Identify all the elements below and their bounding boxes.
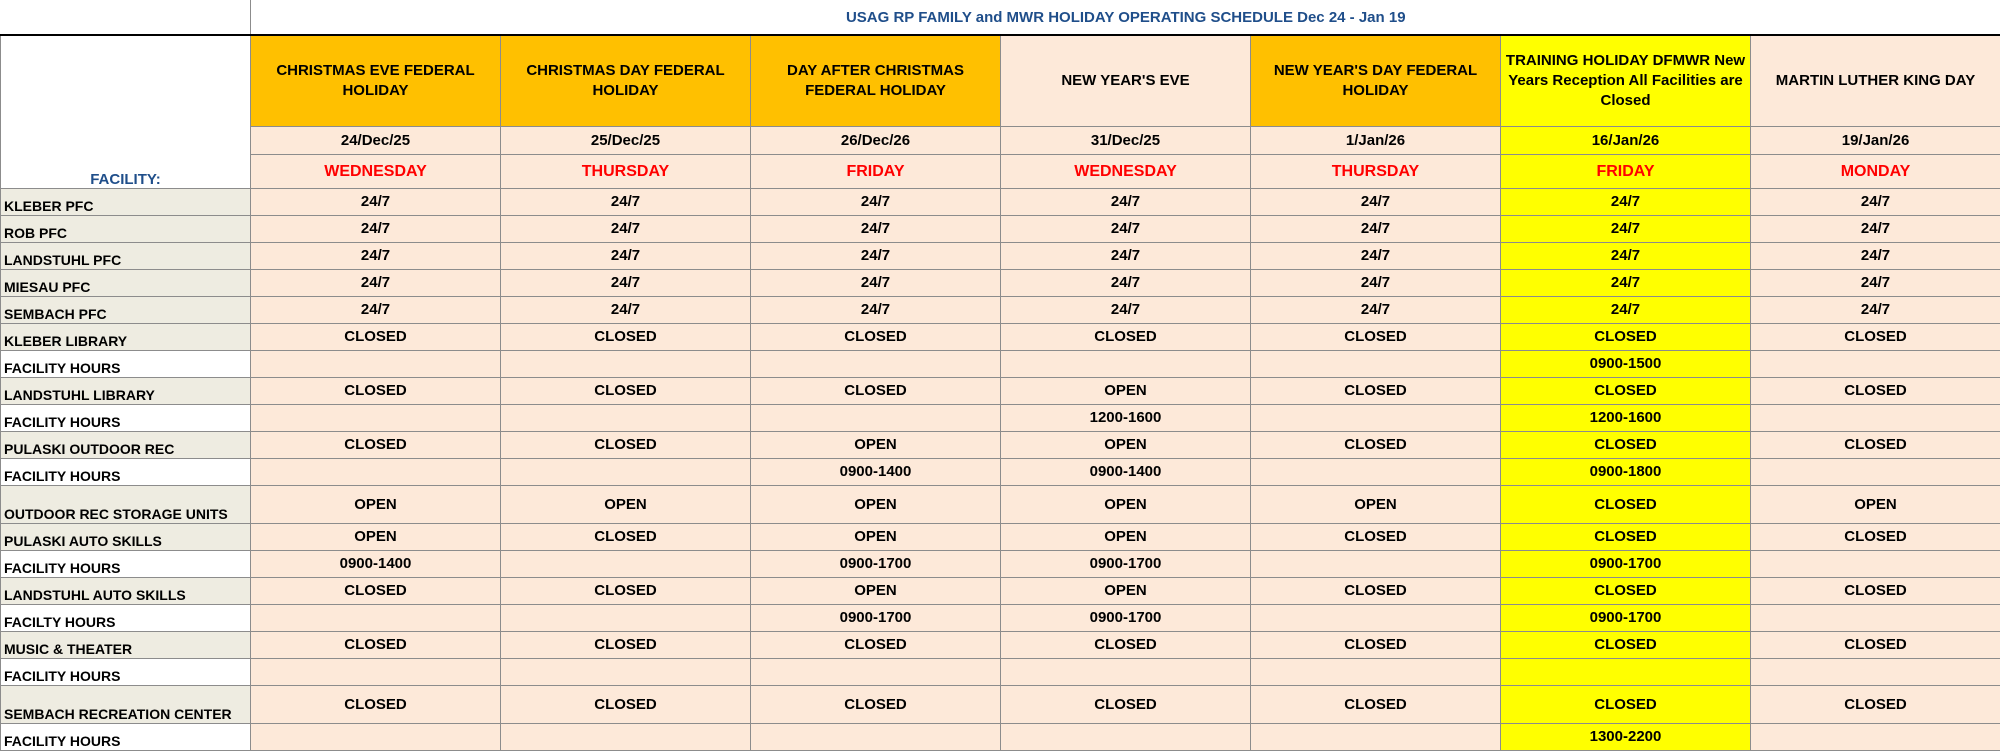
facility-label: KLEBER LIBRARY [1,323,251,350]
schedule-cell [1501,658,1751,685]
schedule-cell: 24/7 [1751,215,2000,242]
schedule-cell [251,404,501,431]
table-row [1,350,2000,377]
facility-label: PULASKI AUTO SKILLS [1,523,251,550]
facility-label: LANDSTUHL AUTO SKILLS [1,577,251,604]
schedule-cell: 1300-2200 [1501,723,1751,750]
schedule-cell: CLOSED [501,523,751,550]
schedule-cell: 24/7 [501,269,751,296]
schedule-cell: CLOSED [1751,631,2000,658]
schedule-title: USAG RP FAMILY and MWR HOLIDAY OPERATING SCHEDULE Dec 24 - Jan 19 [251,0,2000,35]
schedule-cell: 24/7 [501,215,751,242]
schedule-cell: CLOSED [1751,523,2000,550]
schedule-cell: 24/7 [251,269,501,296]
schedule-cell: 24/7 [1001,242,1251,269]
schedule-cell [501,458,751,485]
schedule-cell: 24/7 [251,188,501,215]
schedule-cell [751,404,1001,431]
schedule-cell: CLOSED [1251,323,1501,350]
schedule-cell: OPEN [1001,577,1251,604]
facility-label: FACILITY HOURS [1,723,251,750]
facility-label: LANDSTUHL PFC [1,242,251,269]
schedule-cell: CLOSED [1251,685,1501,723]
schedule-cell [251,723,501,750]
schedule-cell [751,350,1001,377]
schedule-cell [1251,458,1501,485]
schedule-cell: OPEN [1001,431,1251,458]
schedule-cell [251,658,501,685]
schedule-cell: CLOSED [1251,377,1501,404]
schedule-cell: CLOSED [1251,631,1501,658]
column-header-6: TRAINING HOLIDAY DFMWR New Years Reception All Facilities are Closed [1501,35,1751,126]
table-row [1,631,2000,658]
schedule-cell [1251,658,1501,685]
table-row [1,658,2000,685]
schedule-cell: 0900-1700 [1501,550,1751,577]
facility-label: FACILITY HOURS [1,404,251,431]
schedule-cell: 0900-1700 [1001,550,1251,577]
table-row [1,577,2000,604]
table-row [1,269,2000,296]
table-row [1,523,2000,550]
schedule-cell: CLOSED [501,377,751,404]
schedule-cell [251,458,501,485]
table-row [1,685,2000,723]
schedule-cell: CLOSED [251,377,501,404]
table-row [1,723,2000,750]
schedule-cell: OPEN [1001,523,1251,550]
facility-label: SEMBACH RECREATION CENTER [1,685,251,723]
schedule-cell [501,604,751,631]
facility-label: FACILTY HOURS [1,604,251,631]
schedule-cell: CLOSED [1501,431,1751,458]
column-date-5: 1/Jan/26 [1251,126,1501,154]
table-row [1,458,2000,485]
column-header-1: CHRISTMAS EVE FEDERAL HOLIDAY [251,35,501,126]
schedule-cell: 0900-1500 [1501,350,1751,377]
schedule-cell: 24/7 [751,296,1001,323]
schedule-cell: 0900-1700 [751,604,1001,631]
schedule-cell: CLOSED [1751,431,2000,458]
schedule-cell: 0900-1700 [1001,604,1251,631]
table-row [1,404,2000,431]
schedule-cell: OPEN [751,431,1001,458]
schedule-cell [1751,350,2000,377]
schedule-cell: 24/7 [1251,296,1501,323]
column-header-5: NEW YEAR'S DAY FEDERAL HOLIDAY [1251,35,1501,126]
facility-label: FACILITY HOURS [1,350,251,377]
schedule-cell [1001,658,1251,685]
column-date-4: 31/Dec/25 [1001,126,1251,154]
facility-label: FACILITY HOURS [1,550,251,577]
column-header-2: CHRISTMAS DAY FEDERAL HOLIDAY [501,35,751,126]
schedule-cell: 0900-1400 [251,550,501,577]
corner-cell [1,0,251,35]
table-row [1,242,2000,269]
table-row [1,550,2000,577]
schedule-cell: OPEN [1001,485,1251,523]
table-row [1,485,2000,523]
schedule-cell: 24/7 [751,242,1001,269]
schedule-cell: CLOSED [1501,377,1751,404]
schedule-cell [1751,658,2000,685]
schedule-cell [751,723,1001,750]
column-day-5: THURSDAY [1251,154,1501,188]
schedule-cell: OPEN [751,523,1001,550]
schedule-cell [1251,723,1501,750]
schedule-cell: 24/7 [751,269,1001,296]
column-header-3: DAY AFTER CHRISTMAS FEDERAL HOLIDAY [751,35,1001,126]
schedule-cell: 24/7 [1001,215,1251,242]
facility-column-header: FACILITY: [1,35,251,188]
column-date-2: 25/Dec/25 [501,126,751,154]
facility-label: MUSIC & THEATER [1,631,251,658]
table-row [1,323,2000,350]
schedule-cell: 24/7 [1251,242,1501,269]
schedule-cell: CLOSED [1501,577,1751,604]
schedule-cell: 24/7 [1751,188,2000,215]
schedule-cell: OPEN [751,485,1001,523]
schedule-cell [1751,458,2000,485]
schedule-cell [1251,404,1501,431]
schedule-cell: 0900-1700 [1501,604,1751,631]
schedule-cell [251,350,501,377]
schedule-cell: 24/7 [501,296,751,323]
facility-label: PULASKI OUTDOOR REC [1,431,251,458]
column-date-3: 26/Dec/26 [751,126,1001,154]
facility-label: SEMBACH PFC [1,296,251,323]
schedule-cell [501,658,751,685]
schedule-cell: 1200-1600 [1001,404,1251,431]
schedule-cell: 24/7 [251,242,501,269]
facility-label: FACILITY HOURS [1,458,251,485]
schedule-cell: OPEN [1751,485,2000,523]
schedule-cell [501,350,751,377]
column-date-6: 16/Jan/26 [1501,126,1751,154]
table-row [1,604,2000,631]
schedule-cell: CLOSED [1001,631,1251,658]
schedule-cell: OPEN [1001,377,1251,404]
schedule-cell: CLOSED [1751,323,2000,350]
facility-label: OUTDOOR REC STORAGE UNITS [1,485,251,523]
schedule-cell: 24/7 [751,215,1001,242]
schedule-cell [1251,550,1501,577]
schedule-cell: CLOSED [501,323,751,350]
schedule-cell: CLOSED [501,685,751,723]
column-header-4: NEW YEAR'S EVE [1001,35,1251,126]
schedule-cell: 24/7 [1751,269,2000,296]
column-header-7: MARTIN LUTHER KING DAY [1751,35,2000,126]
schedule-cell: OPEN [751,577,1001,604]
facility-label: MIESAU PFC [1,269,251,296]
schedule-cell: CLOSED [1751,577,2000,604]
table-row [1,296,2000,323]
schedule-cell: CLOSED [1251,577,1501,604]
schedule-cell [1751,404,2000,431]
schedule-cell: CLOSED [1251,523,1501,550]
schedule-cell: 24/7 [1501,188,1751,215]
schedule-cell: 24/7 [1251,215,1501,242]
schedule-cell: 0900-1700 [751,550,1001,577]
table-row [1,431,2000,458]
schedule-cell: 24/7 [1751,242,2000,269]
schedule-cell [1001,350,1251,377]
schedule-cell: 0900-1800 [1501,458,1751,485]
schedule-cell: OPEN [501,485,751,523]
column-day-2: THURSDAY [501,154,751,188]
schedule-cell [1751,550,2000,577]
schedule-cell: 24/7 [1501,242,1751,269]
schedule-cell [251,604,501,631]
schedule-cell: CLOSED [501,431,751,458]
schedule-cell [1251,350,1501,377]
schedule-cell [1751,723,2000,750]
facility-label: ROB PFC [1,215,251,242]
schedule-cell [1001,723,1251,750]
schedule-cell: 24/7 [1251,269,1501,296]
schedule-cell: CLOSED [1501,323,1751,350]
facility-label: KLEBER PFC [1,188,251,215]
schedule-cell: CLOSED [751,377,1001,404]
schedule-cell [1751,604,2000,631]
schedule-cell: CLOSED [251,631,501,658]
schedule-cell: CLOSED [1501,631,1751,658]
schedule-cell: 24/7 [1501,296,1751,323]
schedule-cell: 24/7 [1501,215,1751,242]
schedule-cell: CLOSED [1751,377,2000,404]
schedule-cell: 24/7 [1251,188,1501,215]
schedule-cell: CLOSED [251,577,501,604]
schedule-cell: 0900-1400 [1001,458,1251,485]
facility-label: LANDSTUHL LIBRARY [1,377,251,404]
table-row [1,377,2000,404]
schedule-cell: CLOSED [751,323,1001,350]
column-day-3: FRIDAY [751,154,1001,188]
schedule-cell: 24/7 [501,242,751,269]
schedule-cell: 24/7 [1751,296,2000,323]
table-row [1,188,2000,215]
schedule-cell: OPEN [251,485,501,523]
schedule-cell: CLOSED [1501,685,1751,723]
column-day-1: WEDNESDAY [251,154,501,188]
schedule-cell [501,550,751,577]
schedule-cell: CLOSED [1001,685,1251,723]
schedule-cell: 24/7 [751,188,1001,215]
facility-label: FACILITY HOURS [1,658,251,685]
schedule-cell: CLOSED [1251,431,1501,458]
column-date-1: 24/Dec/25 [251,126,501,154]
schedule-cell [501,404,751,431]
schedule-cell: CLOSED [251,323,501,350]
schedule-cell [751,658,1001,685]
schedule-cell [501,723,751,750]
column-day-7: MONDAY [1751,154,2000,188]
schedule-cell: CLOSED [751,685,1001,723]
schedule-cell: CLOSED [251,685,501,723]
schedule-cell: CLOSED [251,431,501,458]
schedule-cell: CLOSED [751,631,1001,658]
schedule-cell: CLOSED [501,577,751,604]
column-date-7: 19/Jan/26 [1751,126,2000,154]
schedule-cell: 24/7 [1001,296,1251,323]
column-day-6: FRIDAY [1501,154,1751,188]
schedule-cell: CLOSED [1501,523,1751,550]
schedule-cell: CLOSED [1501,485,1751,523]
schedule-cell: 1200-1600 [1501,404,1751,431]
schedule-cell: 24/7 [1501,269,1751,296]
schedule-cell: 24/7 [251,215,501,242]
schedule-cell: CLOSED [1751,685,2000,723]
schedule-cell: OPEN [251,523,501,550]
schedule-cell: 24/7 [1001,269,1251,296]
table-row [1,215,2000,242]
schedule-cell: 24/7 [501,188,751,215]
schedule-cell: 0900-1400 [751,458,1001,485]
schedule-cell [1251,604,1501,631]
schedule-cell: 24/7 [251,296,501,323]
column-day-4: WEDNESDAY [1001,154,1251,188]
schedule-cell: CLOSED [1001,323,1251,350]
schedule-cell: OPEN [1251,485,1501,523]
schedule-cell: CLOSED [501,631,751,658]
schedule-cell: 24/7 [1001,188,1251,215]
